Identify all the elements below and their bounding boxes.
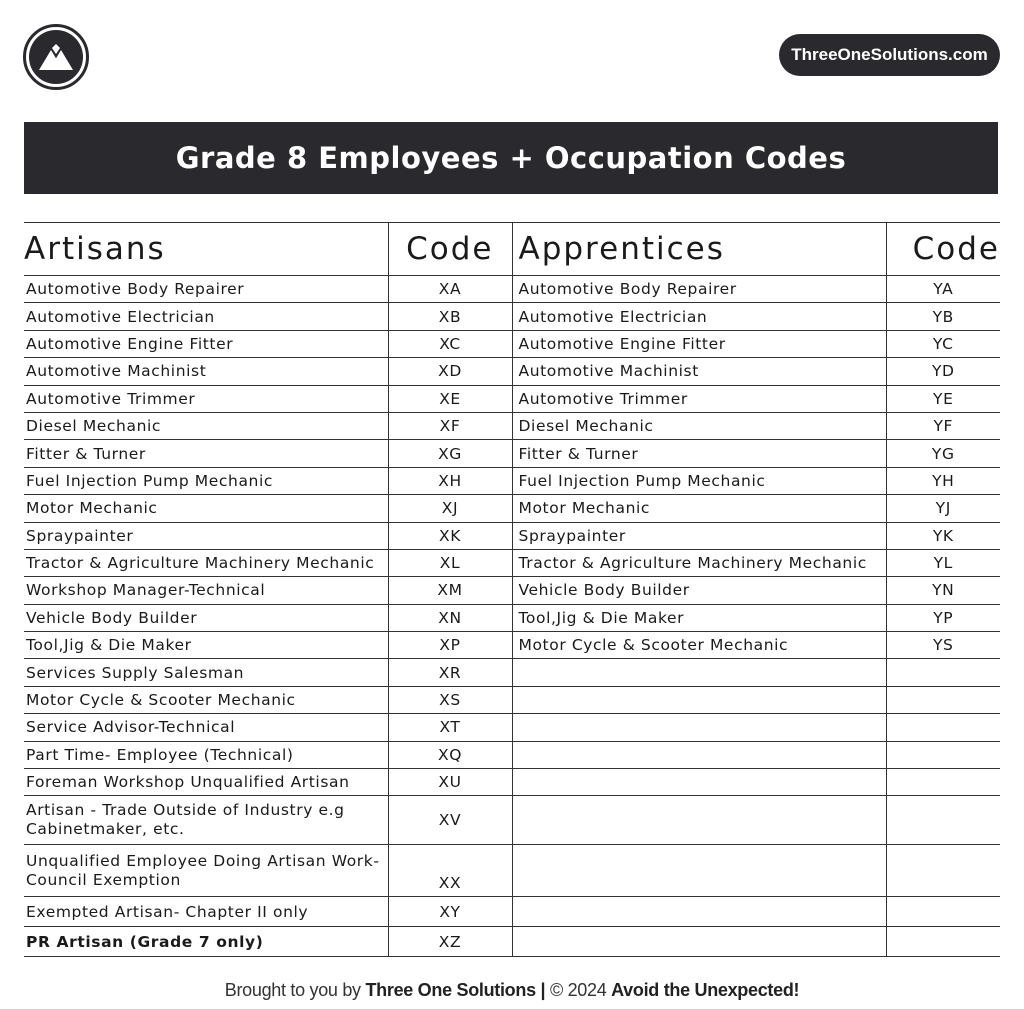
- apprentice-name: [512, 845, 886, 897]
- artisan-name: Service Advisor-Technical: [24, 714, 388, 741]
- table-row: [24, 549, 1000, 576]
- apprentice-code: YS: [886, 632, 1000, 659]
- table-row: [24, 604, 1000, 631]
- artisan-code: XC: [388, 330, 512, 357]
- artisan-code: XF: [388, 412, 512, 439]
- table-row: [24, 927, 1000, 957]
- footer: [0, 980, 1024, 1001]
- artisan-code: XL: [388, 549, 512, 576]
- apprentice-code-header: Code: [886, 223, 1000, 276]
- apprentice-name: [512, 897, 886, 927]
- artisan-name: Part Time- Employee (Technical): [24, 741, 388, 768]
- apprentice-name: Automotive Engine Fitter: [512, 330, 886, 357]
- apprentice-name: [512, 659, 886, 686]
- apprentice-name: Tool,Jig & Die Maker: [512, 604, 886, 631]
- apprentice-code: [886, 769, 1000, 796]
- artisan-code: XV: [388, 796, 512, 845]
- artisan-code: XP: [388, 632, 512, 659]
- apprentice-name: Automotive Trimmer: [512, 385, 886, 412]
- table-row: [24, 522, 1000, 549]
- apprentice-name: Motor Cycle & Scooter Mechanic: [512, 632, 886, 659]
- artisan-name: Tractor & Agriculture Machinery Mechanic: [24, 549, 388, 576]
- footer-brand: Three One Solutions: [365, 980, 536, 1000]
- artisan-name: Spraypainter: [24, 522, 388, 549]
- artisan-name: Automotive Trimmer: [24, 385, 388, 412]
- table-row: [24, 440, 1000, 467]
- apprentices-header: Apprentices: [512, 223, 886, 276]
- table-row: [24, 632, 1000, 659]
- table-row: [24, 796, 1000, 845]
- table-row: [24, 577, 1000, 604]
- apprentice-code: YC: [886, 330, 1000, 357]
- artisan-name: PR Artisan (Grade 7 only): [24, 927, 388, 957]
- apprentice-code: [886, 845, 1000, 897]
- artisan-code: XY: [388, 897, 512, 927]
- table-row: [24, 467, 1000, 494]
- logo-icon: [29, 30, 83, 84]
- artisan-name: Foreman Workshop Unqualified Artisan: [24, 769, 388, 796]
- apprentice-code: YB: [886, 303, 1000, 330]
- artisan-code-header: Code: [388, 223, 512, 276]
- apprentice-name: Spraypainter: [512, 522, 886, 549]
- artisan-name: Exempted Artisan- Chapter II only: [24, 897, 388, 927]
- artisan-code: XG: [388, 440, 512, 467]
- table-row: [24, 741, 1000, 768]
- apprentice-name: [512, 796, 886, 845]
- table-row: [24, 845, 1000, 897]
- table-row: [24, 303, 1000, 330]
- artisan-code: XS: [388, 686, 512, 713]
- artisan-name: Services Supply Salesman: [24, 659, 388, 686]
- artisan-code: XE: [388, 385, 512, 412]
- artisan-code: XD: [388, 358, 512, 385]
- apprentice-code: YL: [886, 549, 1000, 576]
- apprentice-code: YA: [886, 276, 1000, 303]
- apprentice-code: [886, 927, 1000, 957]
- artisan-name: Workshop Manager-Technical: [24, 577, 388, 604]
- artisan-code: XA: [388, 276, 512, 303]
- apprentice-code: [886, 741, 1000, 768]
- apprentice-code: [886, 686, 1000, 713]
- apprentice-code: [886, 714, 1000, 741]
- artisan-code: XJ: [388, 495, 512, 522]
- apprentice-code: YK: [886, 522, 1000, 549]
- artisan-name: Automotive Engine Fitter: [24, 330, 388, 357]
- artisan-name: Artisan - Trade Outside of Industry e.g Cabinetmaker, etc.: [24, 796, 388, 845]
- apprentice-code: YP: [886, 604, 1000, 631]
- apprentice-code: [886, 796, 1000, 845]
- apprentice-name: Tractor & Agriculture Machinery Mechanic: [512, 549, 886, 576]
- apprentice-name: [512, 769, 886, 796]
- apprentice-name: Motor Mechanic: [512, 495, 886, 522]
- apprentice-code: YH: [886, 467, 1000, 494]
- apprentice-name: Automotive Body Repairer: [512, 276, 886, 303]
- apprentice-name: Automotive Electrician: [512, 303, 886, 330]
- apprentice-name: Fuel Injection Pump Mechanic: [512, 467, 886, 494]
- table-row: [24, 659, 1000, 686]
- artisan-name: Unqualified Employee Doing Artisan Work- Council Exemption: [24, 845, 388, 897]
- artisans-header: Artisans: [24, 223, 388, 276]
- table-row: [24, 330, 1000, 357]
- apprentice-code: [886, 659, 1000, 686]
- table-row: [24, 276, 1000, 303]
- table-row: [24, 358, 1000, 385]
- website-link[interactable]: ThreeOneSolutions.com: [779, 34, 1000, 76]
- artisan-code: XT: [388, 714, 512, 741]
- artisan-name: Motor Cycle & Scooter Mechanic: [24, 686, 388, 713]
- table-row: [24, 897, 1000, 927]
- page-title: Grade 8 Employees + Occupation Codes: [24, 122, 998, 194]
- apprentice-name: [512, 927, 886, 957]
- apprentice-code: YG: [886, 440, 1000, 467]
- artisan-code: XU: [388, 769, 512, 796]
- table-row: [24, 769, 1000, 796]
- artisan-name: Automotive Machinist: [24, 358, 388, 385]
- apprentice-name: [512, 714, 886, 741]
- artisan-name: Diesel Mechanic: [24, 412, 388, 439]
- artisan-name: Vehicle Body Builder: [24, 604, 388, 631]
- artisan-name: Fuel Injection Pump Mechanic: [24, 467, 388, 494]
- apprentice-name: [512, 741, 886, 768]
- artisan-code: XR: [388, 659, 512, 686]
- artisan-code: XB: [388, 303, 512, 330]
- table-row: [24, 385, 1000, 412]
- artisan-code: XX: [388, 845, 512, 897]
- artisan-name: Automotive Electrician: [24, 303, 388, 330]
- artisan-code: XK: [388, 522, 512, 549]
- artisan-code: XM: [388, 577, 512, 604]
- apprentice-code: YF: [886, 412, 1000, 439]
- artisan-code: XZ: [388, 927, 512, 957]
- artisan-code: XN: [388, 604, 512, 631]
- apprentice-code: YE: [886, 385, 1000, 412]
- artisan-code: XQ: [388, 741, 512, 768]
- artisan-name: Tool,Jig & Die Maker: [24, 632, 388, 659]
- apprentice-code: YJ: [886, 495, 1000, 522]
- apprentice-name: Fitter & Turner: [512, 440, 886, 467]
- apprentice-name: Automotive Machinist: [512, 358, 886, 385]
- apprentice-name: Vehicle Body Builder: [512, 577, 886, 604]
- table-row: [24, 714, 1000, 741]
- table-row: [24, 686, 1000, 713]
- table-row: [24, 412, 1000, 439]
- footer-separator: |: [535, 980, 550, 1000]
- apprentice-code: YD: [886, 358, 1000, 385]
- apprentice-code: [886, 897, 1000, 927]
- artisan-name: Fitter & Turner: [24, 440, 388, 467]
- footer-lead: Brought to you by: [224, 980, 366, 1000]
- apprentice-code: YN: [886, 577, 1000, 604]
- apprentice-name: Diesel Mechanic: [512, 412, 886, 439]
- company-logo: [23, 24, 89, 90]
- artisan-code: XH: [388, 467, 512, 494]
- table-row: [24, 495, 1000, 522]
- artisan-name: Motor Mechanic: [24, 495, 388, 522]
- artisan-name: Automotive Body Repairer: [24, 276, 388, 303]
- footer-tagline: Avoid the Unexpected!: [611, 980, 800, 1000]
- footer-copyright: © 2024: [549, 980, 612, 1000]
- table-header-row: [24, 223, 1000, 276]
- apprentice-name: [512, 686, 886, 713]
- occupation-codes-table: [24, 222, 1000, 957]
